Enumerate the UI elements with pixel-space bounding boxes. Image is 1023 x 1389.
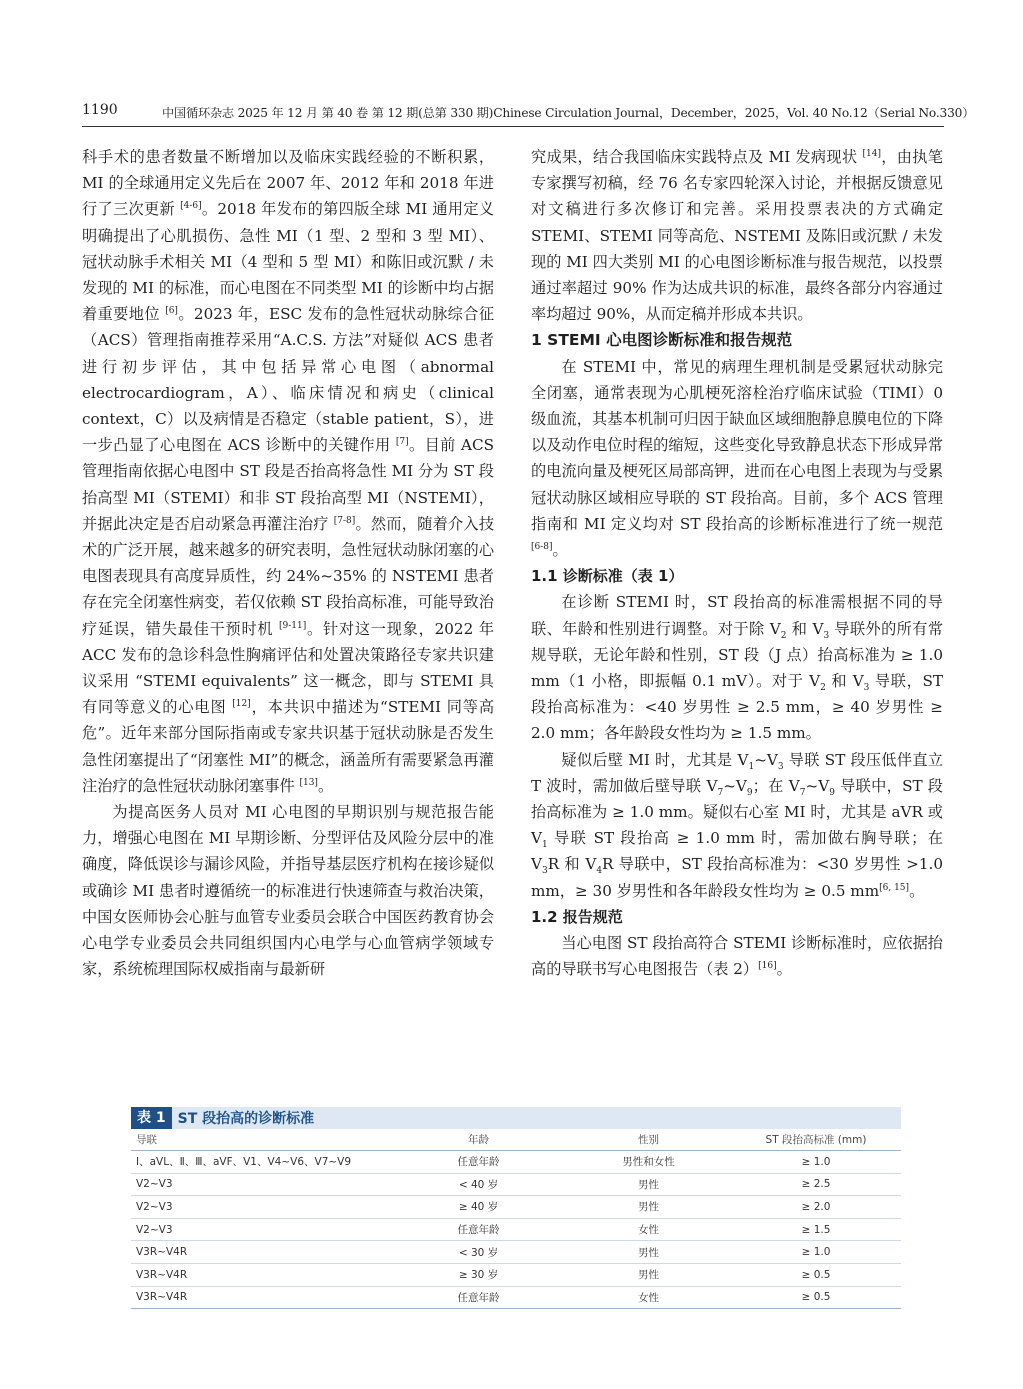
column-header: ST 段抬高标准 (mm) (731, 1129, 901, 1151)
table-cell: 女性 (566, 1218, 731, 1241)
table-cell: ≥ 2.5 (731, 1173, 901, 1196)
table-row (131, 1241, 901, 1264)
citation: [6, 15] (879, 882, 910, 893)
table-row (131, 1196, 901, 1219)
table-cell: 任意年龄 (391, 1286, 566, 1309)
table-cell: 任意年龄 (391, 1151, 566, 1174)
paragraph: 当心电图 ST 段抬高符合 STEMI 诊断标准时，应依据抬高的导联书写心电图报告（表 2）[16]。 (531, 934, 943, 979)
paragraph: 为提高医务人员对 MI 心电图的早期识别与规范报告能力，增强心电图在 MI 早期诊断、分型评估及风险分层中的准确度，降低误诊与漏诊风险，并指导基层医疗机构在接诊疑似或确诊 MI 患者时遵循统一的标准进行快速筛查与救治决策，中国女医师协会心脏与血管专业委员会联合中国医药教育协会心电学专业委员会共同组织国内心电学与心血管病学领域专家，系统梳理国际权威指南与最新研 (82, 803, 494, 979)
table-cell: 男性 (566, 1173, 731, 1196)
table-cell: ≥ 1.0 (731, 1151, 901, 1174)
paragraph: 疑似后壁 MI 时，尤其是 $V_1\sim V_3$ 导联 ST 段压低伴直立 T 波时，需加做后壁导联 $V_7\sim V_9$；在 $V_7\sim V_9$ 导联中，ST 段抬高标准为 ≥ 1.0 mm。疑似右心室 MI 时，尤其是 aVR 或 $V_1$ 导联 ST 段抬高 ≥ 1.0 mm 时，需加做右胸导联；在 $V_3R$ 和 $V_4R$ 导联中，ST 段抬高标准为：<30 岁男性 >1.0 mm，≥ 30 岁男性和各年龄段女性均为 ≥ 0.5 mm[6, 15]。 (531, 750, 943, 900)
citation: [6] (165, 306, 178, 317)
table-row (131, 1218, 901, 1241)
running-header (82, 100, 975, 124)
table-cell: ≥ 1.0 (731, 1241, 901, 1264)
citation: [9-11] (278, 620, 307, 631)
table-cell: 女性 (566, 1286, 731, 1309)
table-row (131, 1173, 901, 1196)
table-cell: 男性 (566, 1241, 731, 1264)
citation: [4-6] (180, 201, 202, 212)
column-header: 年龄 (391, 1129, 566, 1151)
paragraph: 在诊断 STEMI 时，ST 段抬高的标准需根据不同的导联、年龄和性别进行调整。对于除 $V_2$ 和 $V_3$ 导联外的所有常规导联，无论年龄和性别，ST 段（J 点）抬高标准为 ≥ 1.0 mm（1 小格，即振幅 0.1 mV）。对于 $V_2$ 和 $V_3$ 导联，ST 段抬高标准为：<40 岁男性 ≥ 2.5 mm，≥ 40 岁男性 ≥ 2.0 mm；各年龄段女性均为 ≥ 1.5 mm。 (531, 593, 944, 743)
table-cell: 任意年龄 (391, 1218, 566, 1241)
subsection-heading: 1.2 报告规范 (531, 907, 623, 926)
table-cell: 男性和女性 (566, 1151, 731, 1174)
table-cell: < 40 岁 (391, 1173, 566, 1196)
column-header: 导联 (131, 1129, 391, 1151)
table-cell: V2~V3 (131, 1196, 391, 1219)
paragraph: 在 STEMI 中，常见的病理生理机制是受累冠状动脉完全闭塞，通常表现为心肌梗死溶栓治疗临床试验（TIMI）0 级血流，其基本机制可归因于缺血区域细胞静息膜电位的下降以及动作电位时程的缩短，这些变化导致静息状态下形成异常的电流向量及梗死区局部高钾，进而在心电图上表现为与受累冠状动脉区域相应导联的 ST 段抬高。目前，多个 ACS 管理指南和 MI 定义均对 ST 段抬高的诊断标准进行了统一规范 [6-8]。 (531, 357, 943, 560)
table-cell: ≥ 0.5 (731, 1286, 901, 1309)
table-cell: V3R~V4R (131, 1263, 391, 1286)
header-rule (82, 126, 944, 127)
page-number: 1190 (82, 102, 118, 118)
journal-title: 中国循环杂志 2025 年 12 月 第 40 卷 第 12 期(总第 330 期)Chinese Circulation Journal，December，2025，Vol. 40 No.12（Serial No.330） (162, 106, 975, 120)
table-header-row (131, 1129, 901, 1151)
table-row (131, 1151, 901, 1174)
table-cell: ≥ 0.5 (731, 1263, 901, 1286)
paragraph: 科手术的患者数量不断增加以及临床实践经验的不断积累，MI 的全球通用定义先后在 2007 年、2012 年和 2018 年进行了三次更新 [4-6]。2018 年发布的第四版全球 MI 通用定义明确提出了心肌损伤、急性 MI（1 型、2 型和 3 型 MI）、冠状动脉手术相关 MI（4 型和 5 型 MI）和陈旧或沉默 / 未发现的 MI 的标准，而心电图在不同类型 MI 的诊断中均占据着重要地位 [6]。2023 年，ESC 发布的急性冠状动脉综合征（ACS）管理指南推荐采用“A.C.S. 方法”对疑似 ACS 患者进行初步评估，其中包括异常心电图（abnormal electrocardiogram，A）、临床情况和病史（clinical context，C）以及病情是否稳定（stable patient，S），进一步凸显了心电图在 ACS 诊断中的关键作用 [7]。目前 ACS 管理指南依据心电图中 ST 段是否抬高将急性 MI 分为 ST 段抬高型 MI（STEMI）和非 ST 段抬高型 MI（NSTEMI），并据此决定是否启动紧急再灌注治疗 [7-8]。然而，随着介入技术的广泛开展，越来越多的研究表明，急性冠状动脉闭塞的心电图表现具有高度异质性，约 24%~35% 的 NSTEMI 患者存在完全闭塞性病变，若仅依赖 ST 段抬高标准，可能导致治疗延误，错失最佳干预时机 [9-11]。针对这一现象，2022 年 ACC 发布的急诊科急性胸痛评估和处置决策路径专家共识建议采用 “STEMI equivalents” 这一概念，即与 STEMI 具有同等意义的心电图 [12]，本共识中描述为“STEMI 同等高危”。近年来部分国际指南或专家共识基于冠状动脉是否发生急性闭塞提出了“闭塞性 MI”的概念，涵盖所有需要紧急再灌注治疗的急性冠状动脉闭塞事件 [13]。 (82, 148, 495, 795)
citation: [14] (862, 148, 881, 159)
table-cell: Ⅰ、aVL、Ⅱ、Ⅲ、aVF、V1、V4~V6、V7~V9 (131, 1151, 391, 1174)
table-row (131, 1263, 901, 1286)
citation: [16] (758, 961, 777, 972)
section-heading: 1 STEMI 心电图诊断标准和报告规范 (531, 331, 793, 350)
table-cell: 男性 (566, 1263, 731, 1286)
table-row (131, 1286, 901, 1309)
table-cell: ≥ 40 岁 (391, 1196, 566, 1219)
table-cell: V3R~V4R (131, 1286, 391, 1309)
table-caption (131, 1107, 901, 1129)
citation: [7] (395, 437, 409, 448)
right-column (531, 144, 943, 983)
table-cell: V2~V3 (131, 1173, 391, 1196)
table-cell: V2~V3 (131, 1218, 391, 1241)
table-1 (131, 1107, 901, 1309)
citation: [6-8] (531, 541, 553, 552)
paragraph: 究成果，结合我国临床实践特点及 MI 发病现状 [14]，由执笔专家撰写初稿，经 76 名专家四轮深入讨论，并根据反馈意见对文稿进行多次修订和完善。采用投票表决的方式确定 STEMI、STEMI 同等高危、NSTEMI 及陈旧或沉默 / 未发现的 MI 四大类别 MI 的心电图诊断标准与报告规范，以投票通过率超过 90% 作为达成共识的标准，最终各部分内容通过率均超过 90%，从而定稿并形成本共识。 (531, 148, 943, 324)
subsection-heading: 1.1 诊断标准（表 1） (531, 567, 684, 586)
table-label: 表 1 (131, 1107, 172, 1129)
citation: [12] (232, 699, 251, 710)
column-header: 性别 (566, 1129, 731, 1151)
table-cell: < 30 岁 (391, 1241, 566, 1264)
table-title: ST 段抬高的诊断标准 (177, 1111, 315, 1127)
citation: [13] (299, 777, 318, 788)
table-cell: V3R~V4R (131, 1241, 391, 1264)
table-cell: ≥ 1.5 (731, 1218, 901, 1241)
table-cell: ≥ 2.0 (731, 1196, 901, 1219)
table-cell: 男性 (566, 1196, 731, 1219)
criteria-table (131, 1129, 901, 1309)
table-cell: ≥ 30 岁 (391, 1263, 566, 1286)
left-column (82, 144, 494, 983)
citation: [7-8] (333, 515, 356, 526)
